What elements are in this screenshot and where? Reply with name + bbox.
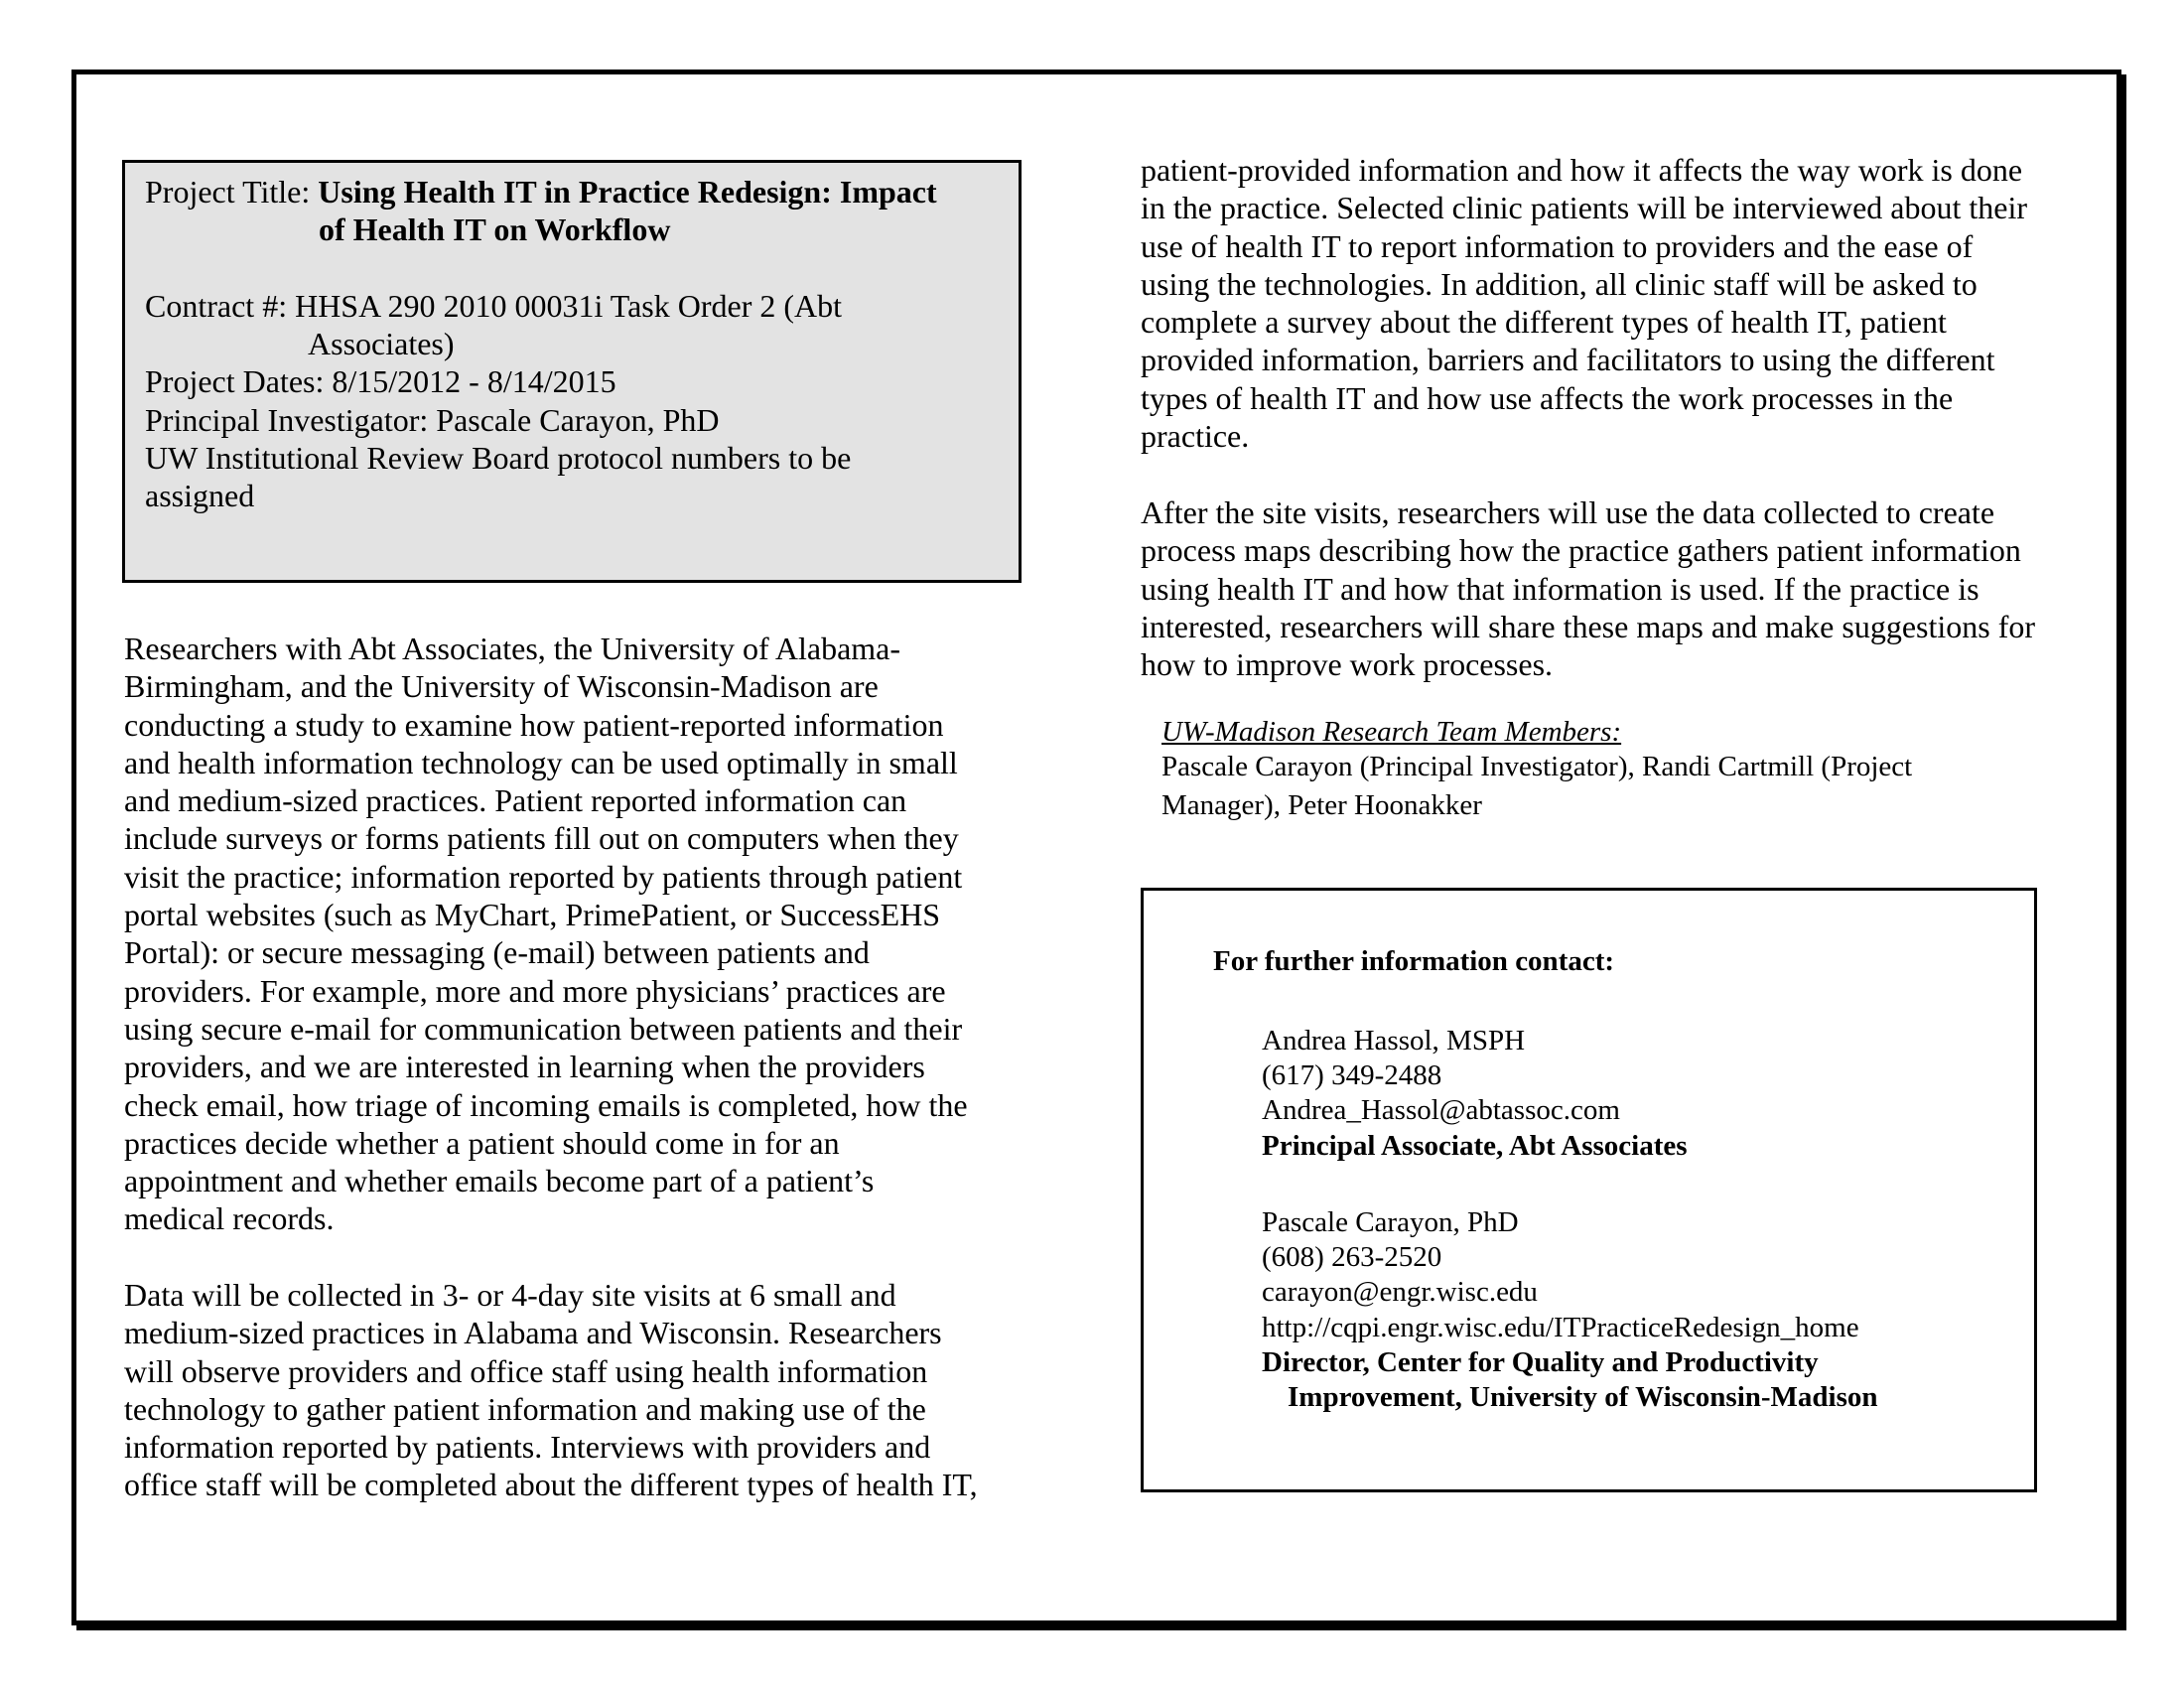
text-line: conducting a study to examine how patient-reported information bbox=[124, 706, 944, 743]
text-line: technology to gather patient information and making use of the bbox=[124, 1390, 926, 1427]
text-line: will observe providers and office staff using health information bbox=[124, 1352, 928, 1389]
text-line: After the site visits, researchers will use the data collected to create bbox=[1141, 494, 1995, 530]
text-line: practice. bbox=[1141, 418, 1250, 455]
contact-phone: (617) 349-2488 bbox=[1262, 1059, 1442, 1092]
research-team-line: Manager), Peter Hoonakker bbox=[1161, 788, 1482, 821]
project-title-label: Project Title: bbox=[145, 174, 319, 210]
contract-number-cont: Associates) bbox=[308, 326, 455, 362]
contact-url[interactable]: http://cqpi.engr.wisc.edu/ITPracticeRedesign_home bbox=[1262, 1311, 1859, 1343]
contact-role: Principal Associate, Abt Associates bbox=[1262, 1129, 1688, 1162]
irb-note: UW Institutional Review Board protocol numbers to be bbox=[145, 440, 852, 477]
text-line: patient-provided information and how it affects the way work is done bbox=[1141, 152, 2023, 188]
contact-person-1 bbox=[1262, 1024, 1688, 1164]
right-paragraph-1 bbox=[1141, 151, 2027, 455]
text-line: providers, and we are interested in learning when the providers bbox=[124, 1049, 925, 1085]
text-line: types of health IT and how use affects the work processes in the bbox=[1141, 379, 1954, 416]
text-line: medical records. bbox=[124, 1200, 335, 1237]
text-line: interested, researchers will share these maps and make suggestions for bbox=[1141, 608, 2036, 644]
research-team-line: Pascale Carayon (Principal Investigator), Randi Cartmill (Project bbox=[1161, 751, 1913, 783]
text-line: providers. For example, more and more physicians’ practices are bbox=[124, 972, 946, 1009]
text-line: how to improve work processes. bbox=[1141, 646, 1554, 683]
contact-email[interactable]: Andrea_Hassol@abtassoc.com bbox=[1262, 1094, 1620, 1127]
research-team-heading: UW-Madison Research Team Members: bbox=[1161, 716, 1622, 748]
text-line: using secure e-mail for communication between patients and their bbox=[124, 1010, 963, 1047]
right-paragraph-2 bbox=[1141, 493, 2035, 683]
text-line: use of health IT to report information to providers and the ease of bbox=[1141, 227, 1974, 264]
left-paragraph-2 bbox=[124, 1276, 978, 1504]
text-line: Portal): or secure messaging (e-mail) between patients and bbox=[124, 934, 870, 971]
text-line: visit the practice; information reported by patients through patient bbox=[124, 858, 963, 895]
text-line: complete a survey about the different types of health IT, patient bbox=[1141, 304, 1947, 341]
text-line: include surveys or forms patients fill out on computers when they bbox=[124, 820, 959, 857]
text-line: practices decide whether a patient should come in for an bbox=[124, 1124, 840, 1161]
text-line: appointment and whether emails become part of a patient’s bbox=[124, 1163, 875, 1199]
text-line: office staff will be completed about the different types of health IT, bbox=[124, 1467, 978, 1503]
irb-note-cont: assigned bbox=[145, 478, 255, 514]
contact-name: Pascale Carayon, PhD bbox=[1262, 1206, 1519, 1238]
text-line: Birmingham, and the University of Wisconsin-Madison are bbox=[124, 668, 879, 705]
contract-number: Contract #: HHSA 290 2010 00031i Task Order 2 (Abt bbox=[145, 287, 842, 324]
text-line: process maps describing how the practice gathers patient information bbox=[1141, 532, 2021, 569]
text-line: in the practice. Selected clinic patients will be interviewed about their bbox=[1141, 190, 2027, 226]
contact-person-2 bbox=[1262, 1205, 1878, 1415]
text-line: portal websites (such as MyChart, PrimePatient, or SuccessEHS bbox=[124, 897, 941, 933]
text-line: using health IT and how that information is used. If the practice is bbox=[1141, 570, 1979, 607]
project-title-cont: of Health IT on Workflow bbox=[319, 211, 671, 248]
research-team bbox=[1161, 715, 1912, 826]
contact-heading: For further information contact: bbox=[1213, 945, 1615, 977]
contact-email[interactable]: carayon@engr.wisc.edu bbox=[1262, 1276, 1538, 1309]
text-line: provided information, barriers and facilitators to using the different bbox=[1141, 342, 1995, 378]
project-info bbox=[145, 173, 937, 515]
text-line: and medium-sized practices. Patient reported information can bbox=[124, 782, 907, 819]
left-paragraph-1 bbox=[124, 630, 968, 1238]
principal-investigator: Principal Investigator: Pascale Carayon, PhD bbox=[145, 401, 720, 438]
text-line: Researchers with Abt Associates, the University of Alabama- bbox=[124, 631, 901, 666]
contact-name: Andrea Hassol, MSPH bbox=[1262, 1025, 1526, 1056]
contact-role-cont: Improvement, University of Wisconsin-Madison bbox=[1288, 1380, 1878, 1413]
project-dates: Project Dates: 8/15/2012 - 8/14/2015 bbox=[145, 363, 616, 400]
project-title: Using Health IT in Practice Redesign: Impact bbox=[318, 174, 937, 210]
text-line: and health information technology can be used optimally in small bbox=[124, 744, 958, 780]
text-line: check email, how triage of incoming emails is completed, how the bbox=[124, 1086, 968, 1123]
text-line: using the technologies. In addition, all clinic staff will be asked to bbox=[1141, 265, 1978, 302]
contact-phone: (608) 263-2520 bbox=[1262, 1241, 1442, 1274]
text-line: Data will be collected in 3- or 4-day site visits at 6 small and bbox=[124, 1277, 896, 1313]
text-line: information reported by patients. Interviews with providers and bbox=[124, 1429, 931, 1466]
contact-role: Director, Center for Quality and Productivity bbox=[1262, 1345, 1819, 1378]
text-line: medium-sized practices in Alabama and Wisconsin. Researchers bbox=[124, 1315, 942, 1351]
